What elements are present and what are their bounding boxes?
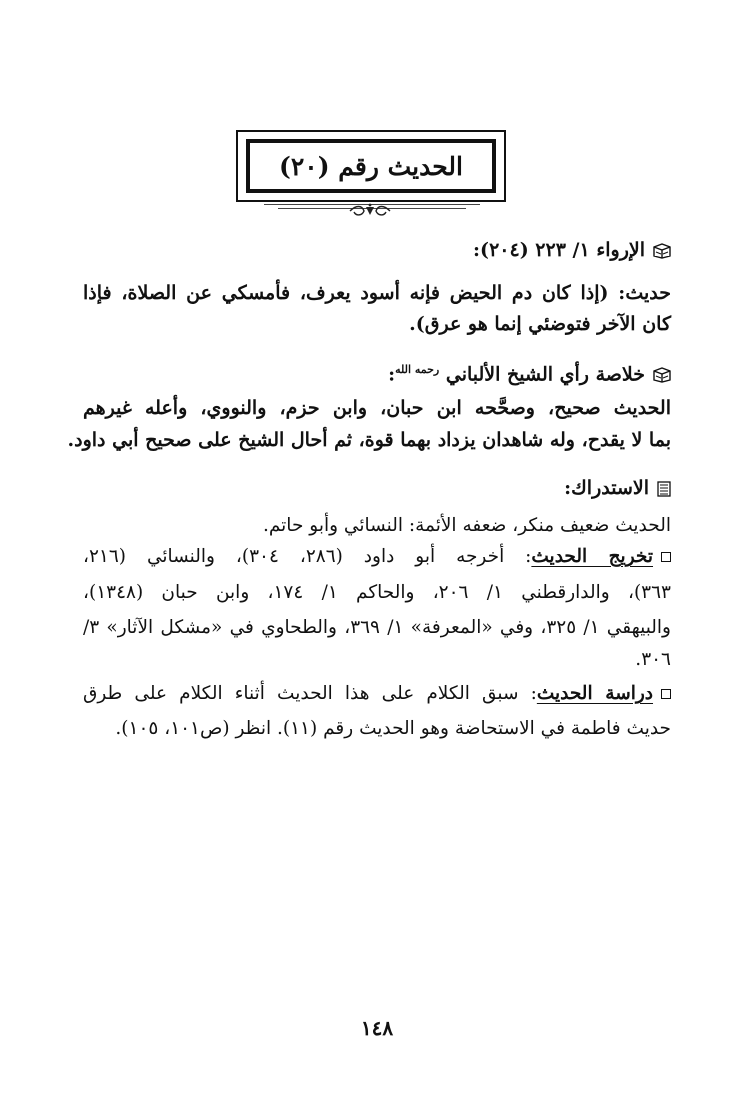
irwa-hadith-line-2: كان الآخر فتوضئي إنما هو عرق). (409, 313, 671, 335)
istidrak-heading-line (564, 474, 671, 502)
dirasa-label: دراسة الحديث (536, 683, 654, 704)
square-bullet-icon (661, 689, 671, 699)
summary-heading-line (388, 356, 671, 388)
book-icon (653, 367, 671, 383)
book-icon (653, 243, 671, 259)
takhrij-line-1 (83, 543, 671, 571)
title-frame (236, 130, 506, 202)
summary-colon: : (388, 363, 396, 386)
irwa-hadith-line-1: حديث: (إذا كان دم الحيض فإنه أسود يعرف، فأمسكي عن الصلاة، فإذا (83, 282, 671, 304)
takhrij-line-2: ٣٦٣)، والدارقطني ١/ ٢٠٦، والحاكم ١/ ١٧٤، وابن حبان (١٣٤٨)، (83, 582, 671, 603)
irwa-heading-line (473, 236, 671, 264)
title-inner-frame (246, 139, 496, 193)
ornament-icon (346, 203, 394, 219)
honorific-rahimahullah: رحمه الله (395, 363, 440, 376)
summary-line-2: بما لا يقدح، وله شاهدان يزداد بهما قوة، ثم أحال الشيخ على صحيح أبي داود. (67, 429, 671, 451)
irwa-heading: الإرواء ١/ ٢٢٣ (٢٠٤): (473, 239, 645, 261)
takhrij-line-3: والبيهقي ١/ ٣٢٥، وفي «المعرفة» ١/ ٣٦٩، والطحاوي في «مشكل الآثار» ٣/ (83, 617, 671, 638)
istidrak-heading: الاستدراك: (564, 477, 649, 499)
takhrij-first: : أخرجه أبو داود (٢٨٦، ٣٠٤)، والنسائي (٢١٦، (83, 546, 532, 567)
dirasa-line-1 (83, 680, 671, 708)
page-number: ١٤٨ (360, 1016, 394, 1040)
dirasa-line-2: حديث فاطمة في الاستحاضة وهو الحديث رقم (١١). انظر (ص١٠١، ١٠٥). (115, 718, 671, 739)
istidrak-intro: الحديث ضعيف منكر، ضعفه الأئمة: النسائي وأبو حاتم. (262, 515, 671, 536)
dirasa-first: : سبق الكلام على هذا الحديث أثناء الكلام على طرق (83, 683, 537, 704)
hadith-title: الحديث رقم (٢٠) (279, 151, 463, 181)
takhrij-label: تخريج الحديث (531, 546, 654, 567)
takhrij-line-4: ٣٠٦. (635, 649, 671, 670)
notebook-icon (657, 481, 671, 497)
summary-line-1: الحديث صحيح، وصحَّحه ابن حبان، وابن حزم، والنووي، وأعله غيرهم (83, 397, 671, 419)
square-bullet-icon (661, 552, 671, 562)
summary-heading: خلاصة رأي الشيخ الألباني (445, 363, 645, 386)
